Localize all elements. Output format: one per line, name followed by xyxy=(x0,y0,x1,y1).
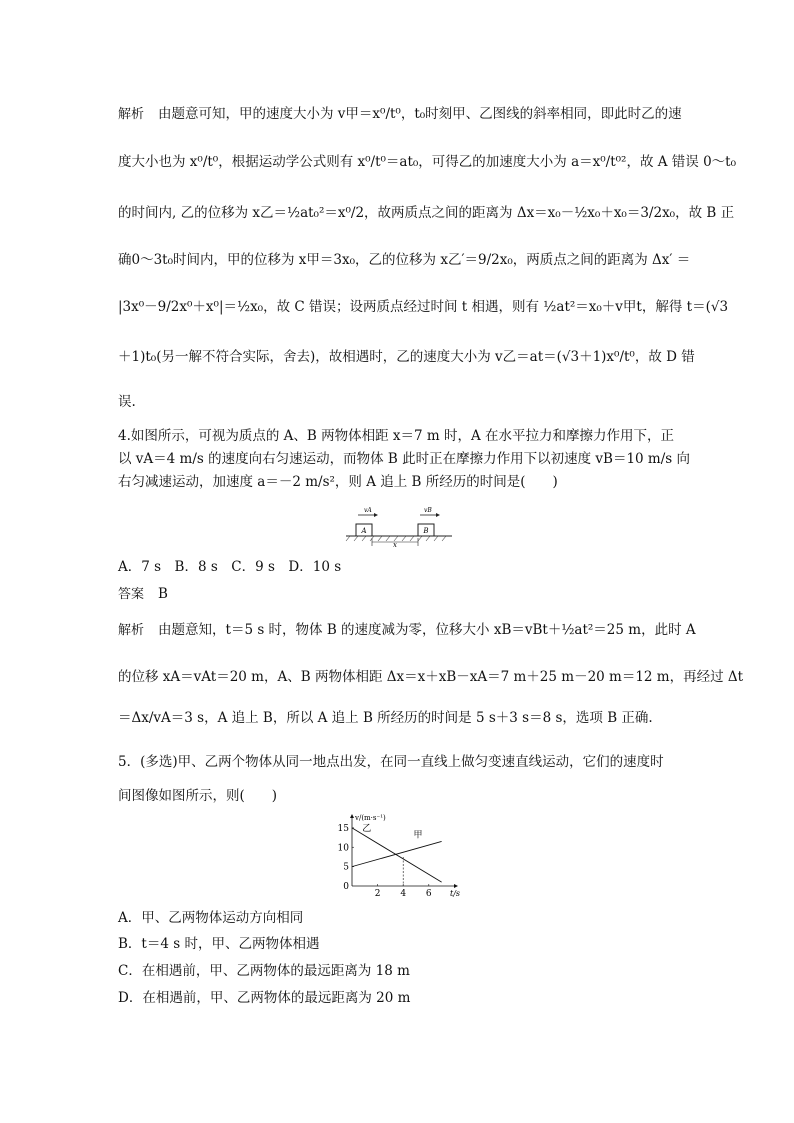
x-axis-label: t/s xyxy=(450,889,461,898)
question-stem: 4.如图所示，可视为质点的 A、B 两物体相距 x＝7 m 时，A 在水平拉力和摩擦力作用下，正 xyxy=(118,428,675,444)
answer-value: B xyxy=(158,586,168,602)
analysis-line: 由题意可知，甲的速度大小为 v甲＝x⁰/t⁰，t₀时刻甲、乙图线的斜率相同，即此时乙的速 xyxy=(158,106,682,122)
series-label-jia: 甲 xyxy=(413,830,423,841)
question-stem: 间图像如图所示，则( ) xyxy=(118,788,278,804)
va-label: vA xyxy=(364,507,372,514)
distance-label: x xyxy=(393,541,397,548)
vt-chart xyxy=(336,812,464,898)
arrow-vb-head xyxy=(436,513,440,517)
arrow-va-head xyxy=(374,513,378,517)
block-a-label: A xyxy=(361,527,367,535)
option-c: C．在相遇前，甲、乙两物体的最远距离为 18 m xyxy=(118,963,410,979)
analysis-line: ＋1)t₀(另一解不符合实际，舍去)，故相遇时，乙的速度大小为 v乙＝at＝(√3＋1)x⁰/t⁰，故 D 错 xyxy=(118,349,695,365)
analysis-line: 的位移 xA＝vAt＝20 m，A、B 两物体相距 Δx＝x＋xB－xA＝7 m＋25 m－20 m＝12 m，再经过 Δt xyxy=(118,669,744,685)
motion-diagram xyxy=(344,504,456,548)
analysis-line: |3x⁰－9/2x⁰＋x⁰|＝½x₀，故 C 错误；设两质点经过时间 t 相遇，则有 ½at²＝x₀＋v甲t，解得 t＝(√3 xyxy=(118,299,729,315)
question-stem: 5．(多选)甲、乙两个物体从同一地点出发，在同一直线上做匀变速直线运动，它们的速度时 xyxy=(118,754,664,770)
analysis-tag: 解析 xyxy=(118,107,145,122)
question-stem: 右匀减速运动，加速度 a＝－2 m/s²，则 A 追上 B 所经历的时间是( ) xyxy=(118,474,558,490)
y-tick-label: 5 xyxy=(343,862,349,873)
question-stem: 以 vA＝4 m/s 的速度向右匀速运动，而物体 B 此时正在摩擦力作用下以初速度 vB＝10 m/s 向 xyxy=(118,451,690,467)
y-axis-arrow xyxy=(350,814,354,818)
option-b: B．t＝4 s 时，甲、乙两物体相遇 xyxy=(118,936,320,952)
series-line-jia xyxy=(352,841,442,866)
analysis-line: 确0～3t₀时间内，甲的位移为 x甲＝3x₀，乙的位移为 x乙′＝9/2x₀，两质点之间的距离为 Δx′ ＝ xyxy=(118,252,691,268)
y-tick-label: 0 xyxy=(343,882,349,892)
x-axis-arrow xyxy=(454,884,458,888)
analysis-line: 由题意知，t＝5 s 时，物体 B 的速度减为零，位移大小 xB＝vBt＋½at²＝25 m，此时 A xyxy=(158,622,696,638)
y-axis-label: v/(m·s⁻¹) xyxy=(355,814,386,822)
answer-options: A．7 s B．8 s C．9 s D．10 s xyxy=(118,559,342,575)
series-label-yi: 乙 xyxy=(362,823,372,834)
x-tick-label: 4 xyxy=(400,889,407,898)
vb-label: vB xyxy=(424,507,432,514)
option-a: A．甲、乙两物体运动方向相同 xyxy=(118,910,304,926)
option-d: D．在相遇前，甲、乙两物体的最远距离为 20 m xyxy=(118,990,411,1006)
x-tick-label: 2 xyxy=(374,889,381,898)
analysis-line: 度大小也为 x⁰/t⁰，根据运动学公式则有 x⁰/t⁰＝at₀，可得乙的加速度大小为 a＝x⁰/t⁰²，故 A 错误 0～t₀ xyxy=(118,154,736,170)
analysis-line: ＝Δx/vA＝3 s，A 追上 B，所以 A 追上 B 所经历的时间是 5 s＋3 s＝8 s，选项 B 正确. xyxy=(118,710,653,726)
x-tick-label: 6 xyxy=(425,889,432,898)
y-tick-label: 15 xyxy=(337,823,349,834)
series-line-yi xyxy=(352,828,442,882)
answer-line xyxy=(118,584,168,605)
y-tick-label: 10 xyxy=(337,843,349,854)
analysis-line: 误. xyxy=(118,394,136,410)
block-b-label: B xyxy=(423,527,429,535)
answer-tag: 答案 xyxy=(118,587,145,602)
analysis-line: 的时间内, 乙的位移为 x乙＝½at₀²＝x⁰/2，故两质点之间的距离为 Δx＝x₀－½x₀＋x₀＝3/2x₀，故 B 正 xyxy=(118,205,735,221)
analysis-tag: 解析 xyxy=(118,623,145,638)
